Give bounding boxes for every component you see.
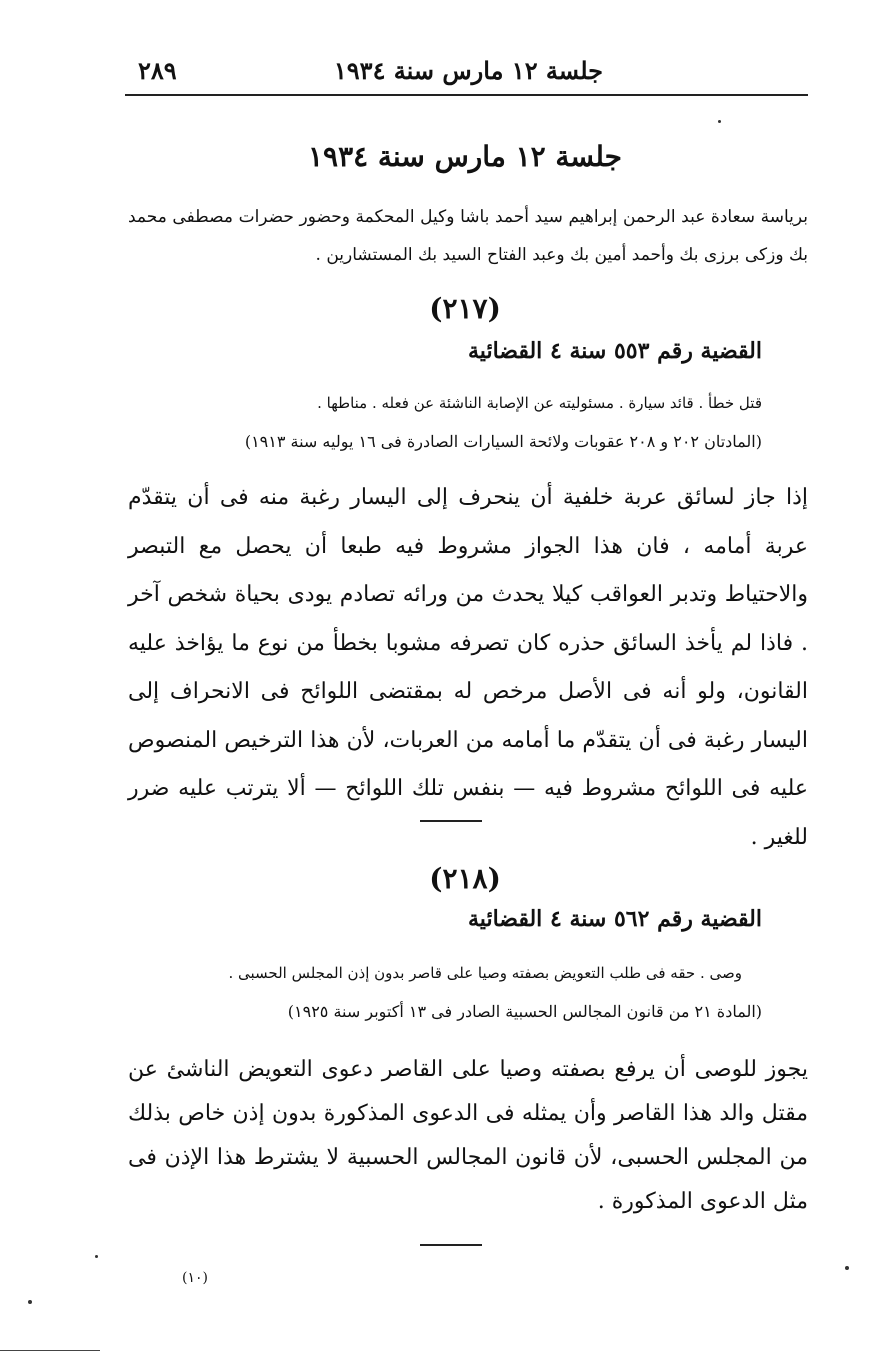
paper-speck (845, 1266, 849, 1270)
case-number-217: (٢١٧) (429, 292, 501, 325)
case-number-218: (٢١٨) (429, 862, 501, 895)
case-articles-217: (المادتان ٢٠٢ و ٢٠٨ عقوبات ولائحة السيارات الصادرة فى ١٦ يوليه سنة ١٩١٣) (244, 432, 762, 451)
case-keywords-218: وصى . حقه فى طلب التعويض بصفته وصيا على قاصر بدون إذن المجلس الحسبى . (228, 964, 742, 982)
paper-speck (718, 120, 721, 123)
case-ruling-217: إذا جاز لسائق عربة خلفية أن ينحرف إلى اليسار رغبة منه فى أن يتقدّم عربة أمامه ، فان هذا الجواز مشروط فيه طبعا أن يحصل مع التبصر والاحتياط وتدبر العواقب كيلا يحدث من ورائه تصادم يودى بحياة شخص آخر . فاذا لم يأخذ السائق حذره كان تصرفه مشوبا بخطأ من نوع ما يؤاخذ عليه القانون، ولو أنه فى الأصل مرخص له بمقتضى اللوائح فى الانحراف إلى اليسار رغبة فى أن يتقدّم ما أمامه من العربات، لأن هذا الترخيص المنصوص عليه فى اللوائح مشروط فيه — بنفس تلك اللوائح — ألا يترتب عليه ضرر للغير . (128, 485, 808, 850)
session-title: جلسة ١٢ مارس سنة ١٩٣٤ (308, 140, 622, 173)
case-articles-218: (المادة ٢١ من قانون المجالس الحسبية الصادر فى ١٣ أكتوبر سنة ١٩٢٥) (287, 1002, 762, 1021)
section-separator (420, 820, 482, 822)
case-title-218: القضية رقم ٥٦٢ سنة ٤ القضائية (468, 906, 762, 932)
case-keywords-217: قتل خطأ . قائد سيارة . مسئوليته عن الإصابة الناشئة عن فعله . مناطها . (317, 394, 762, 412)
case-title-217: القضية رقم ٥٥٣ سنة ٤ القضائية (468, 338, 762, 364)
page-header (128, 52, 808, 92)
signature-mark: (١٠) (182, 1270, 208, 1286)
header-rule (125, 94, 808, 96)
section-separator (420, 1244, 482, 1246)
scan-edge-line (0, 1350, 100, 1351)
page-number: ٢٨٩ (138, 56, 177, 85)
paper-speck (28, 1300, 32, 1304)
case-ruling-218: يجوز للوصى أن يرفع بصفته وصيا على القاصر دعوى التعويض الناشئ عن مقتل والد هذا القاصر وأن يمثله فى الدعوى المذكورة بدون إذن خاص بذلك من المجلس الحسبى، لأن قانون المجالس الحسبية لا يشترط هذا الإذن فى مثل الدعوى المذكورة . (128, 1057, 808, 1214)
session-presidency: برياسة سعادة عبد الرحمن إبراهيم سيد أحمد باشا وكيل المحكمة وحضور حضرات مصطفى محمد بك وزكى برزى بك وأحمد أمين بك وعبد الفتاح السيد بك المستشارين . (128, 207, 808, 265)
running-title: جلسة ١٢ مارس سنة ١٩٣٤ (333, 56, 603, 85)
paper-speck (95, 1255, 98, 1258)
